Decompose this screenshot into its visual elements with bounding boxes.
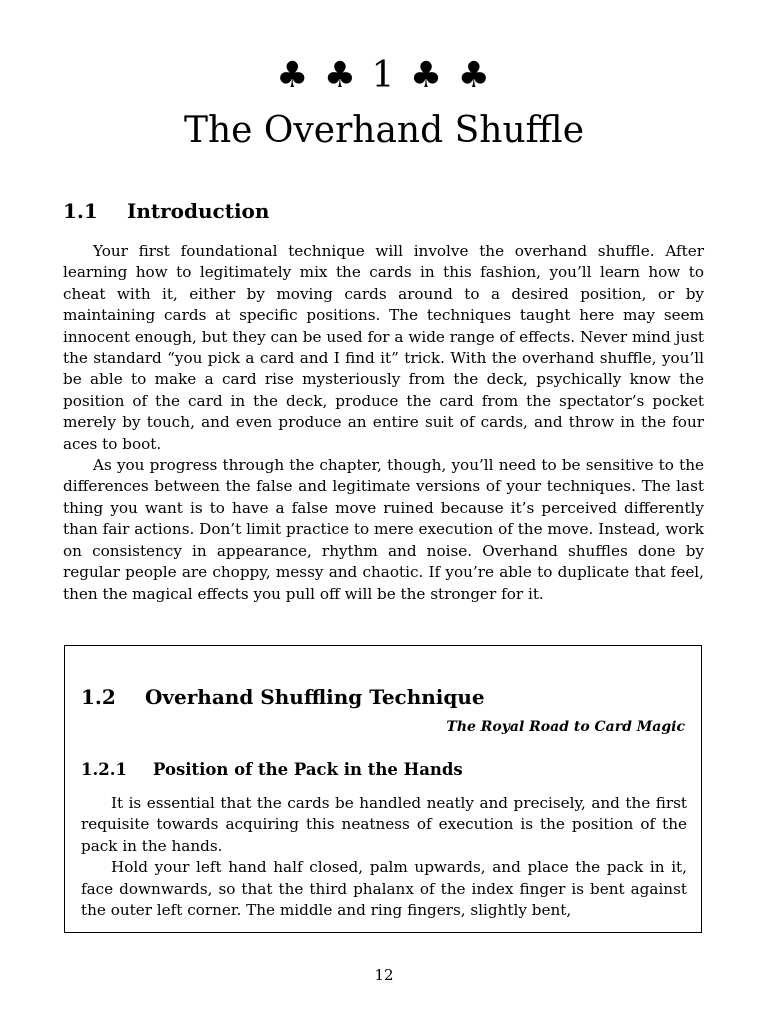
subsection-number: 1.2.1 [81, 760, 127, 779]
quoted-excerpt-box [64, 645, 702, 933]
club-suits-right: ♣ ♣ [409, 55, 492, 96]
excerpt-body [81, 793, 687, 921]
chapter-title: The Overhand Shuffle [183, 110, 585, 151]
section-heading-introduction [63, 198, 269, 224]
chapter-heading [0, 55, 768, 153]
paragraph: Hold your left hand half closed, palm upwards, and place the pack in it, face downwards, so that the third phalanx of the index finger is bent against the outer left corner. The middle and ring fingers, slightly bent, [81, 858, 687, 920]
club-suits-left: ♣ ♣ [276, 55, 359, 96]
section-title: Introduction [127, 199, 270, 223]
section-title: Overhand Shuffling Technique [145, 685, 485, 709]
chapter-number-line [0, 55, 768, 97]
introduction-body [63, 241, 704, 605]
section-number: 1.2 [81, 685, 116, 709]
paragraph: As you progress through the chapter, though, you’ll need to be sensitive to the differences between the false and legitimate versions of your techniques. The last thing you want is to have a false move ruined because it’s perceived differently than fair actions. Don’t limit practice to mere execution of the move. Instead, work on consistency in appearance, rhythm and noise. Overhand shuffles done by regular people are choppy, messy and chaotic. If you’re able to duplicate that feel, then the magical effects you pull off will be the stronger for it. [63, 456, 704, 603]
subsection-title: Position of the Pack in the Hands [153, 760, 463, 779]
paragraph: Your first foundational technique will involve the overhand shuffle. After learning how to legitimately mix the cards in this fashion, you’ll learn how to cheat with it, either by moving cards around to a desired position, or by maintaining cards at specific positions. The techniques taught here may seem innocent enough, but they can be used for a wide range of effects. Never mind just the standard “you pick a card and I find it” trick. With the overhand shuffle, you’ll be able to make a card rise mysteriously from the deck, psychically know the position of the card in the deck, produce the card from the spectator’s pocket merely by touch, and even produce an entire suit of cards, and throw in the four aces to boot. [63, 242, 704, 453]
page-number: 12 [374, 966, 394, 984]
chapter-number: 1 [371, 55, 397, 96]
subsection-heading [81, 759, 463, 781]
source-citation: The Royal Road to Card Magic [446, 719, 685, 735]
section-heading-overhand-technique [81, 684, 485, 710]
paragraph: It is essential that the cards be handled neatly and precisely, and the first requisite towards acquiring this neatness of execution is the position of the pack in the hands. [81, 794, 687, 855]
section-number: 1.1 [63, 199, 98, 223]
